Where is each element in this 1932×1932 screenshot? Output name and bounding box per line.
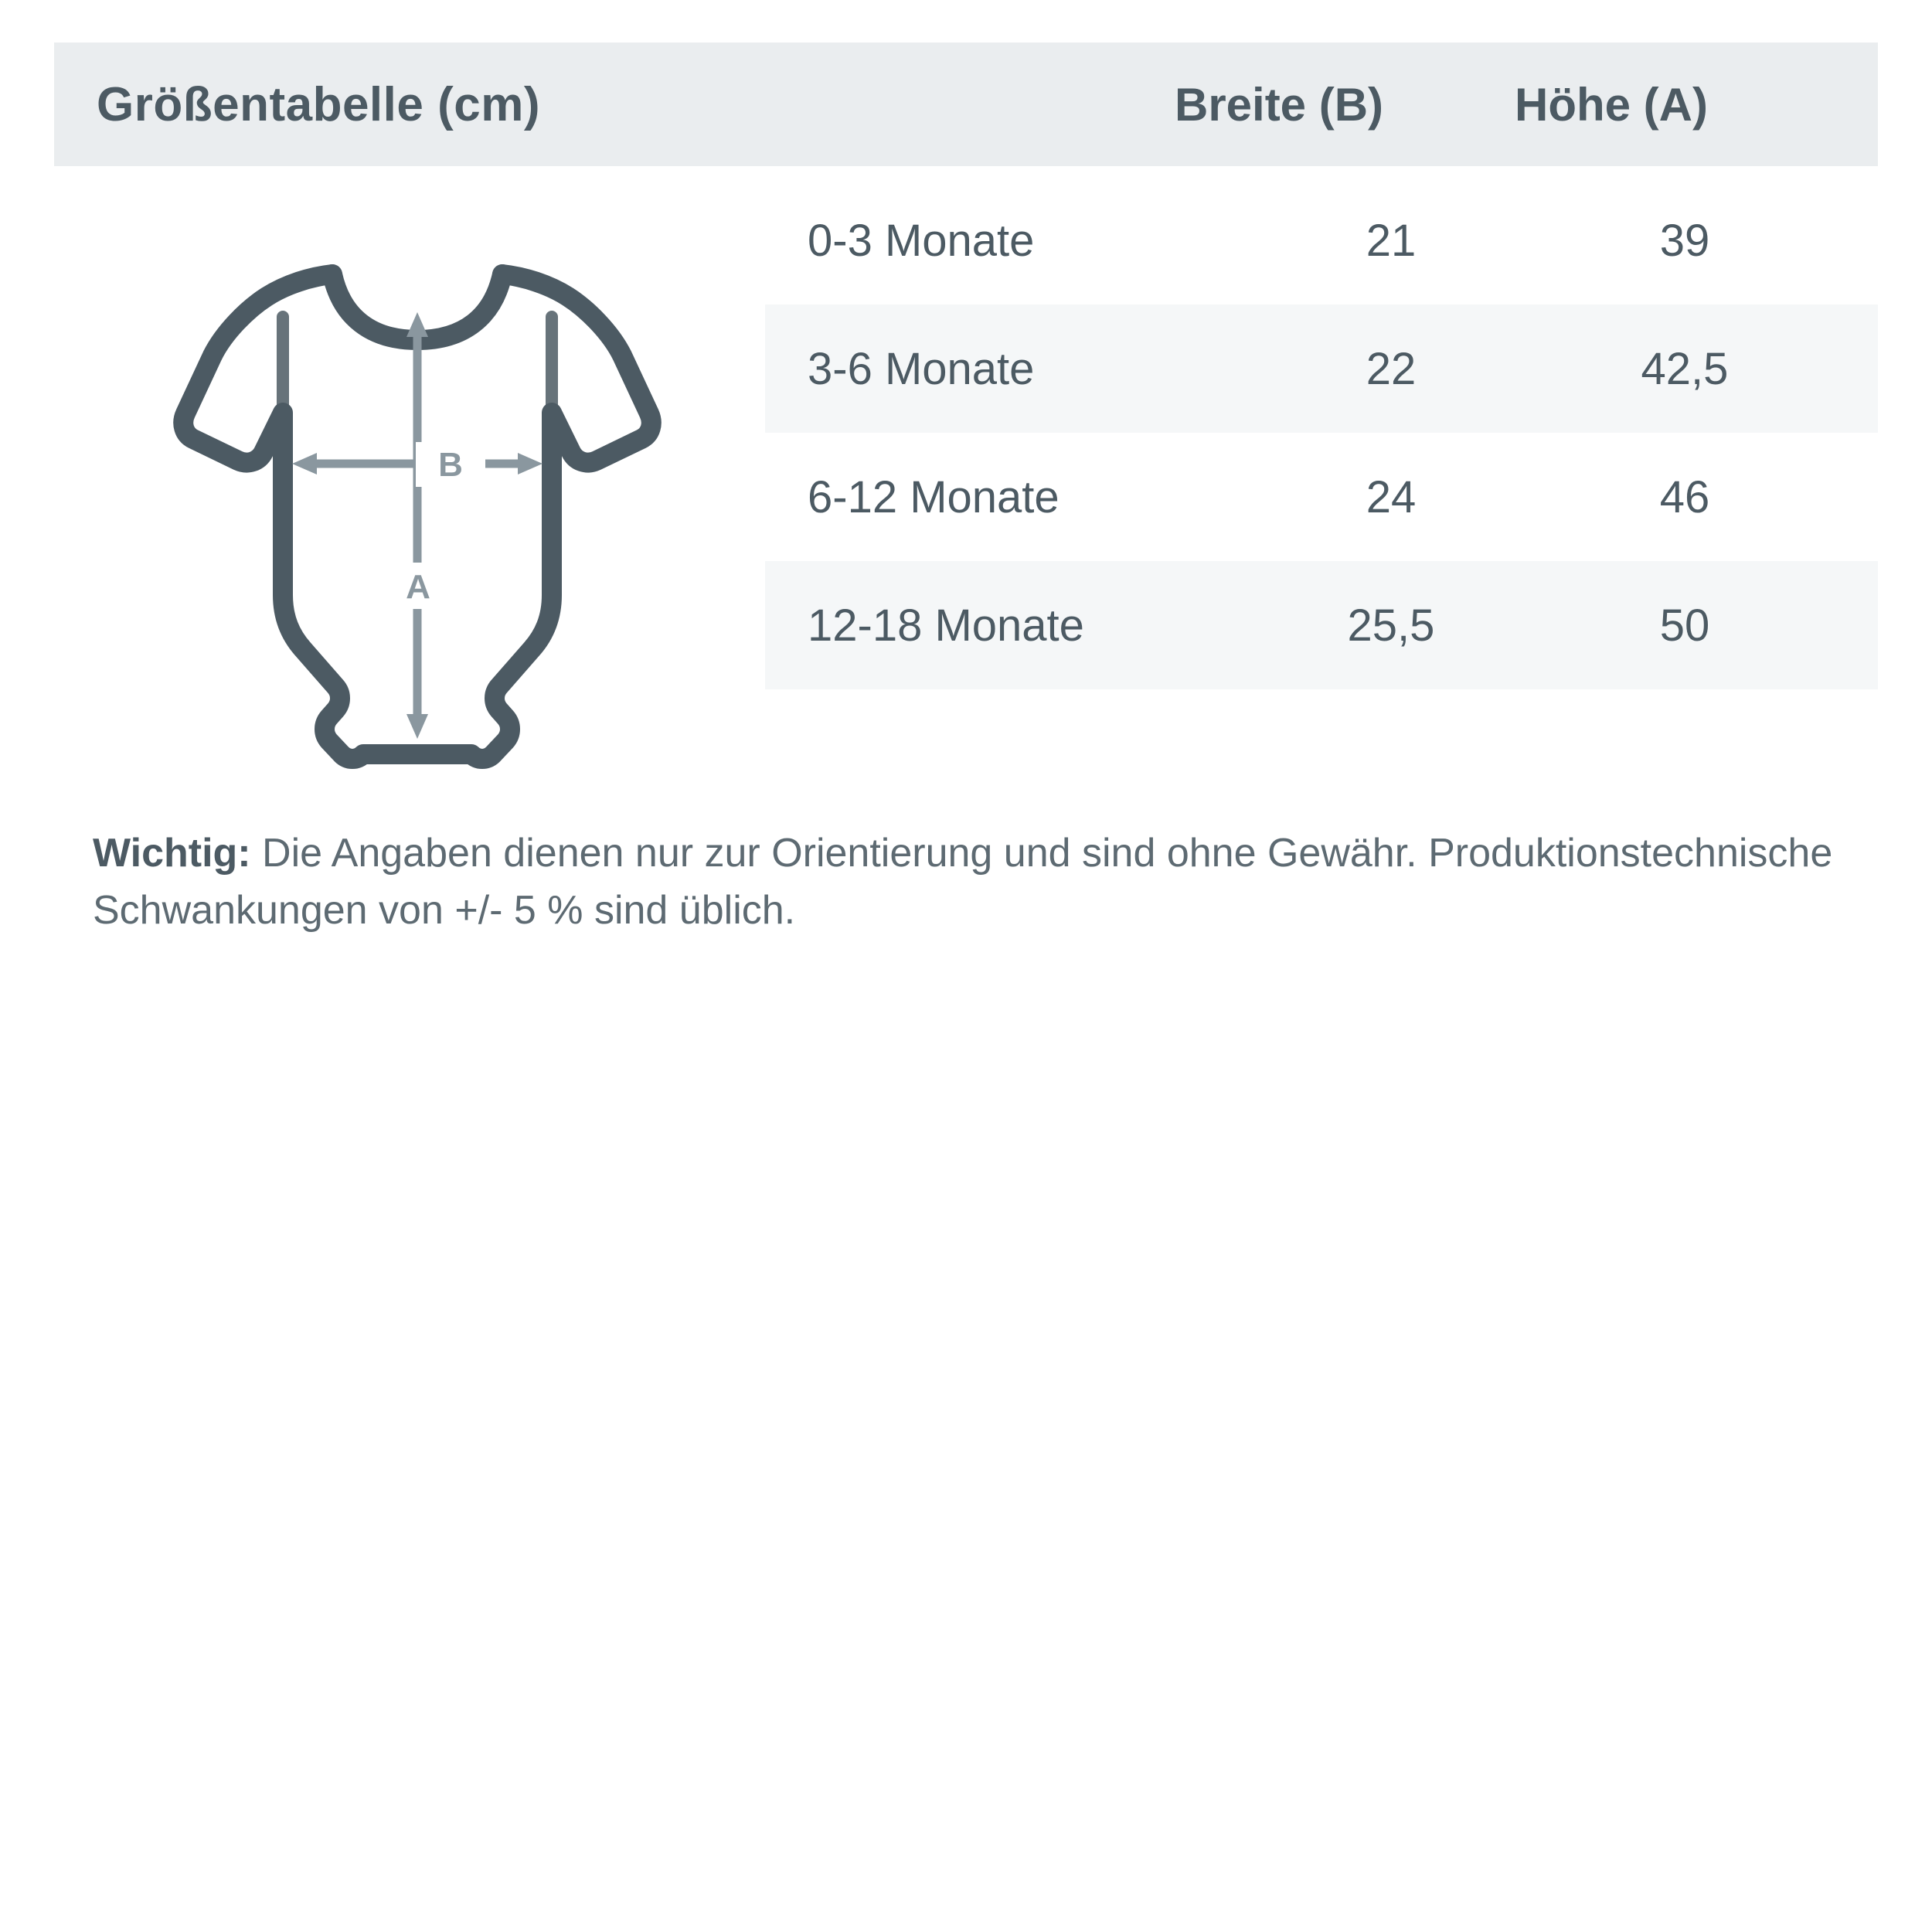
cell-width: 21 bbox=[1366, 215, 1417, 266]
size-table bbox=[765, 176, 1878, 689]
disclaimer-label: Wichtig: bbox=[93, 831, 251, 876]
baby-bodysuit-illustration bbox=[139, 232, 696, 773]
table-row bbox=[765, 304, 1878, 433]
disclaimer-text: Die Angaben dienen nur zur Orientierung und sind ohne Gewähr. Produktionstechnische Schwankungen von +/- 5 % sind üblich. bbox=[93, 831, 1833, 933]
table-row bbox=[765, 176, 1878, 304]
label-width: B bbox=[438, 446, 463, 484]
page-title: Größentabelle (cm) bbox=[97, 77, 540, 131]
label-height: A bbox=[406, 568, 430, 606]
cell-height: 42,5 bbox=[1641, 343, 1729, 394]
cell-size: 6-12 Monate bbox=[808, 471, 1060, 522]
cell-size: 3-6 Monate bbox=[808, 343, 1035, 394]
cell-height: 50 bbox=[1659, 600, 1710, 651]
table-header bbox=[54, 43, 1878, 166]
table-row bbox=[765, 433, 1878, 561]
column-header-width: Breite (B) bbox=[1174, 78, 1384, 131]
column-header-height: Höhe (A) bbox=[1515, 78, 1708, 131]
cell-height: 39 bbox=[1659, 215, 1710, 266]
cell-size: 0-3 Monate bbox=[808, 215, 1035, 266]
cell-width: 24 bbox=[1366, 471, 1417, 522]
cell-width: 22 bbox=[1366, 343, 1417, 394]
cell-width: 25,5 bbox=[1347, 600, 1435, 651]
cell-height: 46 bbox=[1659, 471, 1710, 522]
cell-size: 12-18 Monate bbox=[808, 600, 1084, 651]
disclaimer-note bbox=[93, 825, 1855, 940]
table-row bbox=[765, 561, 1878, 689]
